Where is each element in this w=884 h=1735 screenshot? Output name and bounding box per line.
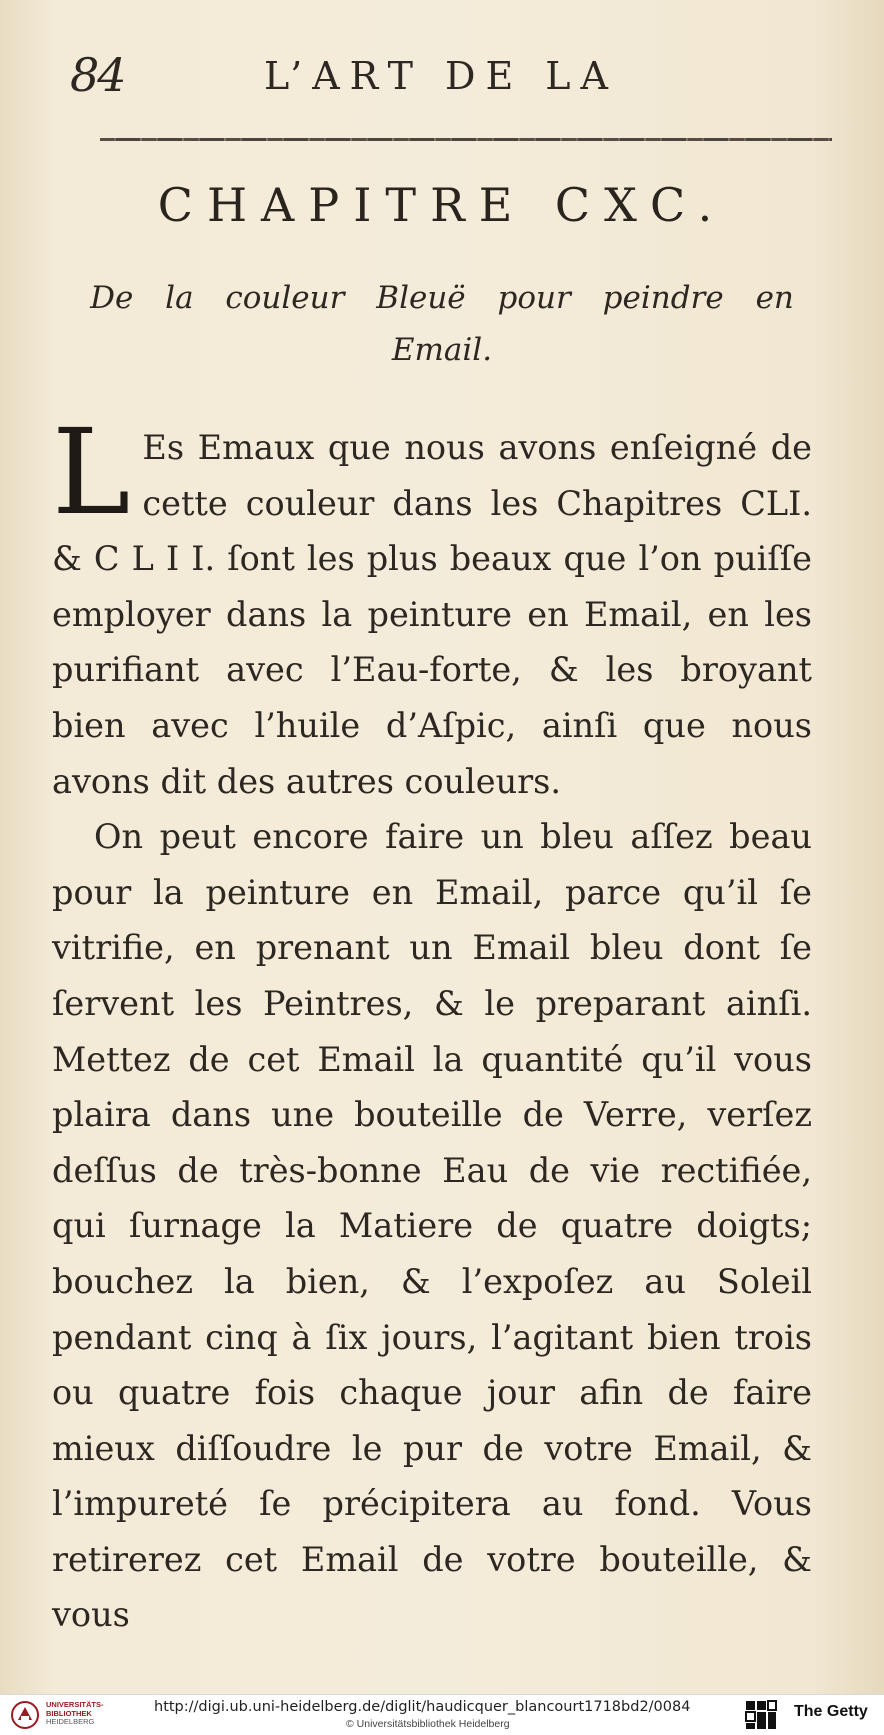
paragraph-1-text: Es Emaux que nous avons enſeigné de cette couleur dans les Chapitres CLI. & C L I I. ſont les plus beaux que l’on puiſſe employer dans la peinture en Email, en les purifiant avec l’Eau-forte, & les broyant bien avec l’huile d’Aſpic, ainſi que nous avons dit des autres couleurs.: [52, 428, 812, 801]
body-text: [52, 403, 812, 1643]
chapter-subtitle: [40, 272, 844, 376]
paragraph-2: On peut encore faire un bleu aſſez beau pour la peinture en Email, parce qu’il ſe vitrifie, en prenant un Email bleu dont ſe ſervent les Peintres, & le preparant ainſi. Mettez de cet Email la quantité qu’il vous plaira dans une bouteille de Verre, verſez deſſus de très-bonne Eau de vie rectifiée, qui ſurnage la Matiere de quatre doigts; bouchez la bien, & l’expoſez au Soleil pendant cinq à ſix jours, l’agitant bien trois ou quatre fois chaque jour afin de faire mieux diſſoudre le pur de votre Email, & l’impureté ſe précipitera au fond. Vous retirerez cet Email de votre bouteille, & vous: [52, 817, 812, 1635]
library-name-line-2: BIBLIOTHEK: [46, 1708, 92, 1718]
chapter-title: CHAPITRE CXC.: [157, 178, 727, 232]
paragraph-1: [52, 403, 812, 809]
library-name: [46, 1701, 126, 1727]
library-name-line-1: UNIVERSITÄTS-: [46, 1700, 104, 1709]
viewer-footer: [0, 1694, 884, 1735]
university-seal-icon[interactable]: [10, 1700, 40, 1730]
subtitle-line-2: Email.: [391, 332, 493, 368]
getty-name: The Getty: [794, 1703, 868, 1720]
getty-logo-icon[interactable]: [744, 1699, 778, 1731]
library-name-line-3: HEIDELBERG: [46, 1717, 95, 1726]
header-rule: [100, 138, 832, 141]
drop-cap: L: [52, 403, 131, 541]
page-number: 84: [70, 48, 125, 102]
copyright-notice: © Universitätsbibliothek Heidelberg: [346, 1718, 510, 1730]
running-title: L’ART DE LA: [264, 54, 618, 98]
subtitle-line-1: De la couleur Bleuë pour peindre en: [90, 280, 794, 316]
permalink[interactable]: http://digi.ub.uni-heidelberg.de/diglit/haudicquer_blancourt1718bd2/0084: [154, 1699, 691, 1715]
page-header: [64, 48, 834, 102]
